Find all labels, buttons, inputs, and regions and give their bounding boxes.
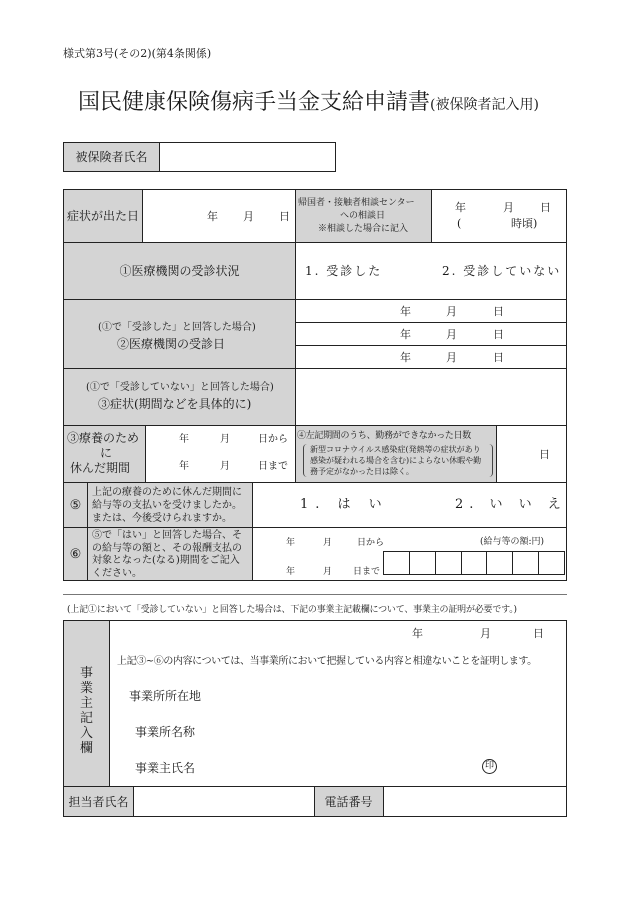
amount-digit-box[interactable] (409, 551, 435, 575)
insured-name-label: 被保険者氏名 (75, 150, 148, 164)
employer-address-label: 事業所所在地 (129, 689, 202, 703)
q1-label: ①医療機関の受診状況 (119, 264, 240, 278)
amount-digit-box[interactable] (486, 551, 512, 575)
q6-amount-label: (給与等の額:円) (480, 537, 545, 547)
employer-cert-text: 上記③~⑥の内容については、当事業所において把握している内容と相違ないことを証明します。 (117, 656, 537, 667)
q3-symptom-field[interactable] (296, 369, 566, 425)
q1-option-not-visited[interactable]: 2. 受診していない (442, 264, 562, 278)
side-char: 記 (79, 711, 93, 726)
q1-option-visited[interactable]: 1. 受診した (305, 264, 383, 278)
side-char: 主 (79, 696, 93, 711)
side-char: 入 (79, 726, 93, 741)
q2-month-3: 月 (446, 351, 457, 364)
q4-period-field[interactable] (146, 426, 295, 482)
employer-notice: (上記①において「受診していない」と回答した場合は、下記の事業主記載欄について、事業主の証明が必要です。) (67, 605, 517, 615)
q3-label: ③症状(期間などを具体的に) (98, 397, 252, 411)
return-center-date-field[interactable] (432, 190, 566, 242)
q5-option-yes[interactable]: 1. は い (300, 497, 389, 512)
q4-right-title: ④左記期間のうち、勤務ができなかった日数 (297, 431, 472, 441)
amount-digit-box[interactable] (383, 551, 409, 575)
separator-line (63, 594, 567, 595)
q2-year-2: 年 (400, 328, 411, 341)
amount-digit-box[interactable] (461, 551, 487, 575)
employer-owner-field[interactable] (215, 756, 475, 780)
q4-days-unit: 日 (539, 448, 550, 461)
q6-amount-boxes[interactable] (383, 551, 565, 575)
q2-note: (①で「受診した」と回答した場合) (98, 322, 256, 333)
amount-digit-box[interactable] (435, 551, 461, 575)
page-title (78, 92, 539, 114)
seal-icon (482, 759, 497, 774)
row-line-4 (63, 425, 567, 426)
row-line-5 (63, 482, 567, 483)
center-open-paren: ( (457, 217, 462, 230)
q2-year-1: 年 (400, 305, 411, 318)
staff-name-field[interactable] (134, 787, 314, 816)
q6-from-year: 年 (286, 538, 296, 548)
seal-text: 印 (484, 761, 494, 771)
q4-label-line3: 休んだ期間 (70, 461, 131, 475)
q4-from-month: 月 (220, 434, 230, 445)
q5-option-no[interactable]: 2. い い え (455, 497, 567, 512)
title-main: 国民健康保険傷病手当金支給申請書 (78, 90, 431, 115)
phone-label: 電話番号 (324, 794, 373, 809)
symptom-date-label: 症状が出た日 (66, 209, 139, 223)
phone-field[interactable] (384, 787, 566, 816)
q6-to-label: 日まで (353, 567, 381, 577)
q2-date-row-1[interactable] (296, 300, 566, 322)
symptom-month: 月 (243, 210, 254, 223)
employer-company-label: 事業所名称 (135, 725, 196, 739)
q4-to-month: 月 (220, 461, 230, 472)
symptom-year: 年 (207, 210, 218, 223)
q4-label-line2: に (100, 446, 113, 460)
q3-note: (①で「受診していない」と回答した場合) (86, 382, 274, 393)
title-suffix: (被保険者記入用) (430, 97, 539, 113)
side-char: 欄 (79, 741, 93, 756)
form-number: 様式第3号(その2)(第4条関係) (63, 47, 212, 60)
q4-right-note: 新型コロナウイルス感染症(発熱等の症状があり感染が疑われる場合を含む)によらない休暇や勤務予定がなかった日は除く。 (310, 445, 482, 476)
employer-owner-label: 事業主氏名 (135, 761, 196, 775)
employer-month: 月 (480, 627, 491, 640)
vline-center-left (295, 189, 296, 242)
return-center-line1: 帰国者・接触者相談センター (298, 198, 415, 208)
side-char: 事 (79, 666, 93, 681)
q2-year-3: 年 (400, 351, 411, 364)
q5-number: ⑤ (69, 497, 82, 513)
vline-q56-num (87, 482, 88, 581)
q6-number: ⑥ (69, 546, 82, 562)
side-char: 業 (79, 681, 93, 696)
staff-label: 担当者氏名 (68, 794, 129, 809)
q2-month-1: 月 (446, 305, 457, 318)
q2-date-row-3[interactable] (296, 346, 566, 368)
center-day: 日 (540, 201, 551, 214)
insured-name-field[interactable] (159, 142, 336, 172)
amount-digit-box[interactable] (512, 551, 538, 575)
employer-day: 日 (533, 627, 544, 640)
q4-to-year: 年 (179, 461, 189, 472)
q6-to-year: 年 (286, 567, 296, 577)
q2-day-3: 日 (493, 351, 504, 364)
q2-label: ②医療機関の受診日 (117, 337, 226, 351)
q2-day-2: 日 (493, 328, 504, 341)
employer-company-field[interactable] (215, 720, 555, 744)
q2-day-1: 日 (493, 305, 504, 318)
q6-from-month: 月 (323, 538, 333, 548)
vline-q4-right (496, 425, 497, 482)
center-month: 月 (503, 201, 514, 214)
q5-text: 上記の療養のために休んだ期間に給与等の支払いを受けましたか。または、今後受けられますか。 (92, 487, 242, 524)
q4-from-year: 年 (179, 434, 189, 445)
amount-digit-box[interactable] (538, 551, 565, 575)
employer-side-label (64, 666, 109, 756)
q4-label-line1: ③療養のため (67, 431, 140, 445)
return-center-line3: ※相談した場合に記入 (318, 224, 409, 234)
employer-address-field[interactable] (215, 684, 555, 708)
employer-date-field[interactable] (380, 626, 560, 644)
q4-from-label: 日から (258, 434, 288, 445)
q6-to-month: 月 (323, 567, 333, 577)
return-center-line2: への相談日 (340, 211, 386, 221)
q2-month-2: 月 (446, 328, 457, 341)
q6-text: ⑤で「はい」と回答した場合、その給与等の額と、その報酬支払の対象となった(なる)期間をご記入ください。 (92, 530, 242, 579)
q4-to-label: 日まで (258, 461, 288, 472)
q2-date-row-2[interactable] (296, 323, 566, 345)
q2-label-bg (64, 300, 295, 368)
symptom-day: 日 (279, 210, 290, 223)
center-year: 年 (455, 201, 466, 214)
employer-side-line (109, 620, 110, 786)
employer-year: 年 (412, 627, 423, 640)
q6-period-field[interactable] (253, 528, 383, 580)
center-time: 時頃) (511, 217, 538, 230)
q6-from-label: 日から (357, 538, 385, 548)
symptom-date-field[interactable] (143, 190, 295, 242)
